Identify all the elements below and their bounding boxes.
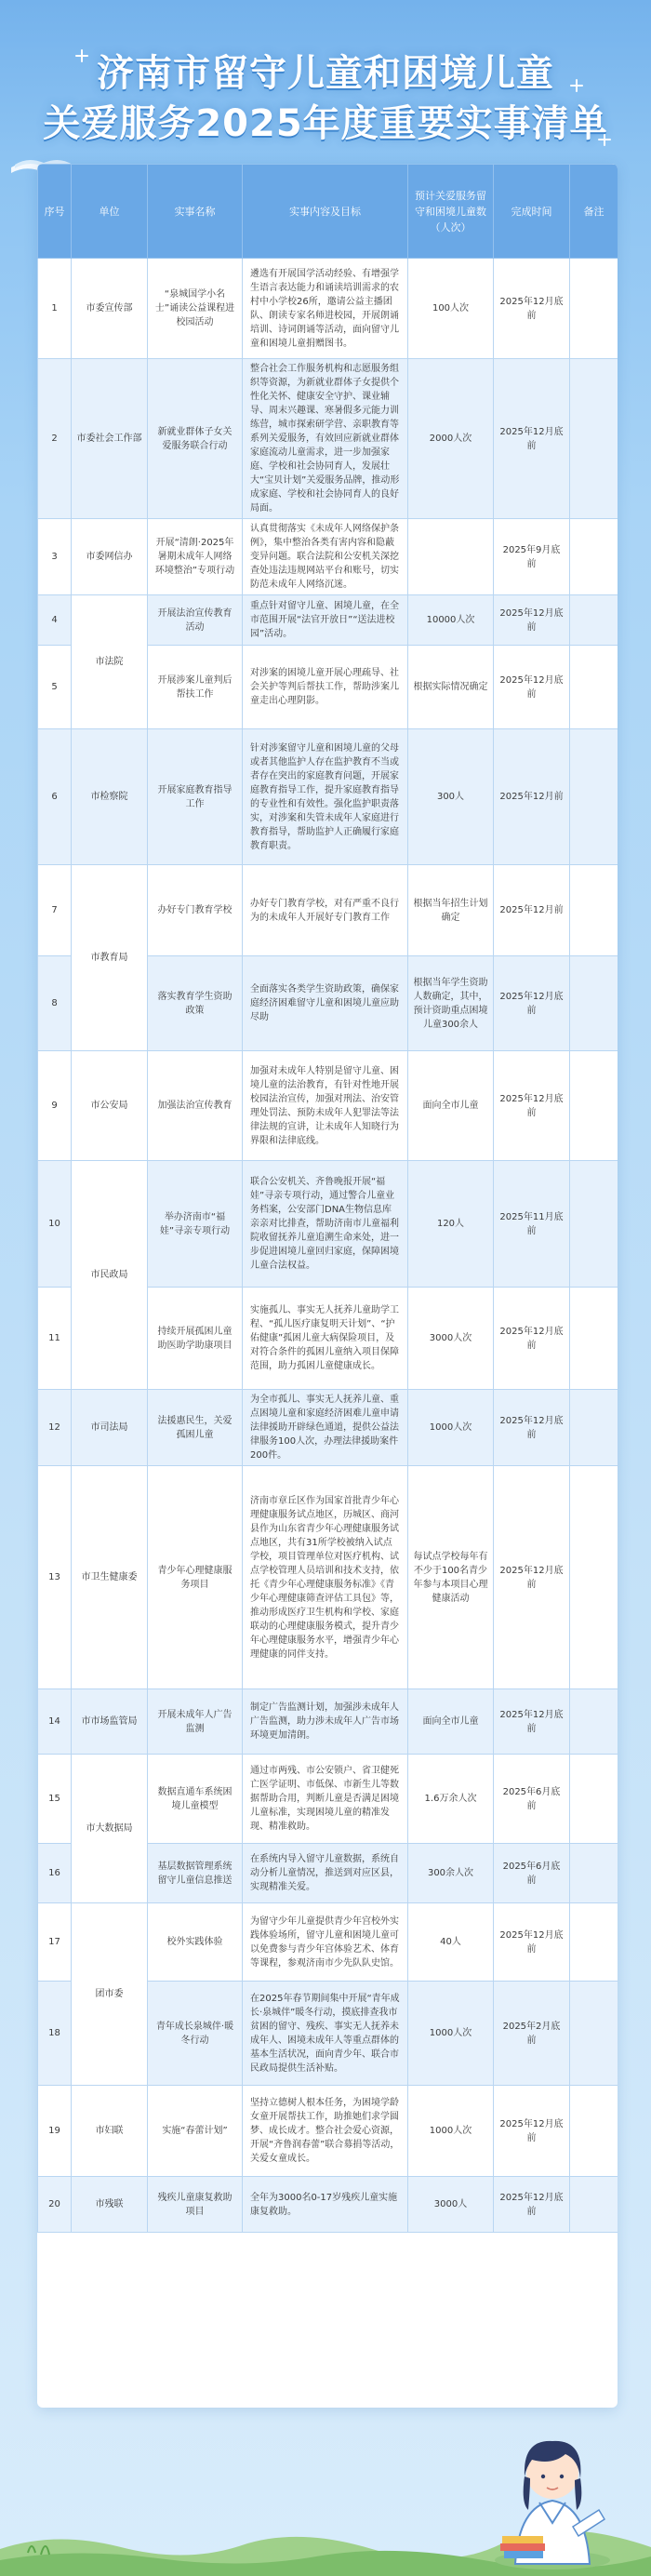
cell-no: 12 [38, 1390, 72, 1466]
task-table-card [37, 164, 618, 2408]
task-table [37, 164, 618, 2233]
cell-count: 面向全市儿童 [408, 1051, 494, 1161]
cell-content: 认真贯彻落实《未成年人网络保护条例》，集中整治各类有害内容和隐蔽变异问题。联合法院和公安机关深挖查处违法违规网站平台和账号，切实防范未成年人网络沉迷。 [243, 519, 408, 595]
cell-name: 青年成长泉城伴·暖冬行动 [148, 1982, 243, 2086]
cell-unit: 市法院 [72, 595, 148, 729]
cell-name: 数据直通车系统困境儿童模型 [148, 1755, 243, 1844]
cell-no: 19 [38, 2086, 72, 2177]
table-row [38, 729, 618, 865]
cell-content: 全面落实各类学生资助政策，确保家庭经济困难留守儿童和困境儿童应助尽助 [243, 956, 408, 1051]
table-row [38, 1903, 618, 1982]
col-header-unit: 单位 [72, 165, 148, 259]
cell-unit: 市公安局 [72, 1051, 148, 1161]
cell-unit: 市市场监管局 [72, 1689, 148, 1755]
table-row [38, 1466, 618, 1689]
cell-note [570, 359, 618, 519]
cell-time: 2025年12月前 [494, 865, 570, 956]
title-line-2: 关爱服务2025年度重要实事清单 [43, 102, 608, 145]
cell-no: 11 [38, 1288, 72, 1390]
cell-count: 3000人 [408, 2177, 494, 2233]
cell-name: 基层数据管理系统留守儿童信息推送 [148, 1844, 243, 1903]
cell-name: “泉城国学小名士”诵读公益课程进校园活动 [148, 259, 243, 359]
col-header-count: 预计关爱服务留守和困境儿童数（人次） [408, 165, 494, 259]
cell-content: 实施孤儿、事实无人抚养儿童助学工程、“孤儿医疗康复明天计划”、“护佑健康”孤困儿童大病保险项目，及对符合条件的孤困儿童纳入项目保障范围，助力孤困儿童健康成长。 [243, 1288, 408, 1390]
cell-name: 法援惠民生，关爱孤困儿童 [148, 1390, 243, 1466]
table-row [38, 259, 618, 359]
table-row [38, 1161, 618, 1288]
cell-no: 9 [38, 1051, 72, 1161]
cell-count: 每试点学校每年有不少于100名青少年参与本项目心理健康活动 [408, 1466, 494, 1689]
cell-unit: 市教育局 [72, 865, 148, 1051]
cell-content: 遴选有开展国学活动经验、有增强学生语言表达能力和诵读培训需求的农村中小学校26所，邀请公益主播团队、朗读专家名师进校园，开展朗诵培训、诗词朗诵等活动，面向留守儿童和困境儿童捐赠图书。 [243, 259, 408, 359]
cell-name: 开展未成年人广告监测 [148, 1689, 243, 1755]
cell-note [570, 2086, 618, 2177]
col-header-content: 实事内容及目标 [243, 165, 408, 259]
table-row [38, 359, 618, 519]
cell-no: 16 [38, 1844, 72, 1903]
cell-count: 100人次 [408, 259, 494, 359]
cell-time: 2025年6月底前 [494, 1844, 570, 1903]
cell-no: 8 [38, 956, 72, 1051]
table-row [38, 865, 618, 956]
cell-time: 2025年12月底前 [494, 359, 570, 519]
cell-no: 13 [38, 1466, 72, 1689]
cell-name: 开展涉案儿童判后帮扶工作 [148, 646, 243, 729]
cell-count: 3000人次 [408, 1288, 494, 1390]
col-header-time: 完成时间 [494, 165, 570, 259]
cell-name: 青少年心理健康服务项目 [148, 1466, 243, 1689]
cell-content: 为留守少年儿童提供青少年宫校外实践体验场所，留守儿童和困境儿童可以免费参与青少年宫体验艺术、体育等课程，参观济南市少先队队史馆。 [243, 1903, 408, 1982]
cell-name: 开展家庭教育指导工作 [148, 729, 243, 865]
cell-unit: 市委网信办 [72, 519, 148, 595]
cell-note [570, 519, 618, 595]
cell-note [570, 1288, 618, 1390]
cell-content: 办好专门教育学校，对有严重不良行为的未成年人开展好专门教育工作 [243, 865, 408, 956]
cell-name: 加强法治宣传教育 [148, 1051, 243, 1161]
cell-time: 2025年12月底前 [494, 595, 570, 646]
cell-no: 18 [38, 1982, 72, 2086]
girl-reading-illustration-icon [487, 2387, 618, 2573]
cell-count: 1000人次 [408, 1982, 494, 2086]
cell-content: 联合公安机关、齐鲁晚报开展“福娃”寻亲专项行动，通过警合儿童业务档案，公安部门DNA生物信息库亲亲对比排查，帮助济南市儿童福利院收留抚养儿童追溯生命来处，进一步促进困境儿童回归家庭，保障困境儿童合法权益。 [243, 1161, 408, 1288]
cell-name: 举办济南市“福娃”寻亲专项行动 [148, 1161, 243, 1288]
cell-unit: 市残联 [72, 2177, 148, 2233]
cell-name: 校外实践体验 [148, 1903, 243, 1982]
cell-count: 根据当年招生计划确定 [408, 865, 494, 956]
table-row [38, 1755, 618, 1844]
page-title [0, 48, 651, 149]
cell-count: 根据实际情况确定 [408, 646, 494, 729]
cell-content: 整合社会工作服务机构和志愿服务组织等资源，为新就业群体子女提供个性化关怀、健康安全守护、课业辅导、周末兴趣课、寒暑假多元能力训练营，城市探索研学营、亲职教育等系列关爱服务，有效回应新就业群体家庭流动儿童需求，进一步加强家庭、学校和社会协同育人，发展壮大“宝贝计划”关爱服务品牌，推动形成家庭、学校和社会协同育人的良好局面。 [243, 359, 408, 519]
cell-time: 2025年12月底前 [494, 1390, 570, 1466]
table-header-row [38, 165, 618, 259]
cell-time: 2025年12月底前 [494, 1288, 570, 1390]
cell-unit: 市妇联 [72, 2086, 148, 2177]
cell-note [570, 259, 618, 359]
cell-note [570, 956, 618, 1051]
cell-time: 2025年12月底前 [494, 1689, 570, 1755]
cell-name: 开展“清朗·2025年暑期未成年人网络环境整治”专项行动 [148, 519, 243, 595]
cell-unit: 团市委 [72, 1903, 148, 2086]
cell-content: 制定广告监测计划，加强涉未成年人广告监测，助力涉未成年人广告市场环境更加清朗。 [243, 1689, 408, 1755]
cell-time: 2025年12月底前 [494, 956, 570, 1051]
cell-note [570, 1466, 618, 1689]
cell-count: 根据当年学生资助人数确定，其中，预计资助重点困境儿童300余人 [408, 956, 494, 1051]
cell-time: 2025年6月底前 [494, 1755, 570, 1844]
cell-no: 4 [38, 595, 72, 646]
cell-content: 对涉案的困境儿童开展心理疏导、社会关护等判后帮扶工作，帮助涉案儿童走出心理阴影。 [243, 646, 408, 729]
cell-count: 1000人次 [408, 1390, 494, 1466]
table-row [38, 1051, 618, 1161]
cell-time: 2025年11月底前 [494, 1161, 570, 1288]
cell-note [570, 1903, 618, 1982]
cell-count: 1000人次 [408, 2086, 494, 2177]
cell-content: 在系统内导入留守儿童数据，系统自动分析儿童情况，推送到对应区县，实现精准关爱。 [243, 1844, 408, 1903]
cell-no: 3 [38, 519, 72, 595]
cell-time: 2025年12月底前 [494, 1466, 570, 1689]
title-line-1: 济南市留守儿童和困境儿童 [97, 52, 554, 95]
cell-unit: 市民政局 [72, 1161, 148, 1390]
cell-count: 120人 [408, 1161, 494, 1288]
col-header-note: 备注 [570, 165, 618, 259]
cell-note [570, 1844, 618, 1903]
cell-note [570, 646, 618, 729]
cell-note [570, 2177, 618, 2233]
cell-name: 办好专门教育学校 [148, 865, 243, 956]
cell-name: 开展法治宣传教育活动 [148, 595, 243, 646]
cell-no: 1 [38, 259, 72, 359]
cell-time: 2025年12月底前 [494, 259, 570, 359]
cell-name: 残疾儿童康复救助项目 [148, 2177, 243, 2233]
cell-time: 2025年12月底前 [494, 1051, 570, 1161]
cell-time: 2025年2月底前 [494, 1982, 570, 2086]
cell-note [570, 865, 618, 956]
cell-name: 持续开展孤困儿童助医助学助康项目 [148, 1288, 243, 1390]
cell-unit: 市检察院 [72, 729, 148, 865]
cell-unit: 市卫生健康委 [72, 1466, 148, 1689]
cell-unit: 市大数据局 [72, 1755, 148, 1903]
cell-time: 2025年12月底前 [494, 1903, 570, 1982]
table-row [38, 2086, 618, 2177]
cell-time: 2025年12月底前 [494, 2177, 570, 2233]
cell-unit: 市委社会工作部 [72, 359, 148, 519]
cell-note [570, 1755, 618, 1844]
cell-no: 15 [38, 1755, 72, 1844]
cell-no: 17 [38, 1903, 72, 1982]
cell-no: 2 [38, 359, 72, 519]
cell-no: 5 [38, 646, 72, 729]
table-row [38, 595, 618, 646]
cell-time: 2025年9月底前 [494, 519, 570, 595]
cell-content: 在2025年春节期间集中开展“青年成长·泉城伴”暖冬行动，摸底排查我市贫困的留守、残疾、事实无人抚养未成年人、困境未成年人等重点群体的基本生活状况，面向青少年、联合市民政局提供生活补贴。 [243, 1982, 408, 2086]
cell-count: 面向全市儿童 [408, 1689, 494, 1755]
cell-time: 2025年12月底前 [494, 2086, 570, 2177]
col-header-name: 实事名称 [148, 165, 243, 259]
cell-content: 通过市两残、市公安锁户、省卫健死亡医学证明、市低保、市新生儿等数据帮助合用，判断儿童是否满足困境儿童标准，实现困境儿童的精准发现、精准救助。 [243, 1755, 408, 1844]
cell-count: 1.6万余人次 [408, 1755, 494, 1844]
cell-name: 新就业群体子女关爱服务联合行动 [148, 359, 243, 519]
cell-count: 300余人次 [408, 1844, 494, 1903]
cell-unit: 市司法局 [72, 1390, 148, 1466]
cell-time: 2025年12月前 [494, 729, 570, 865]
cell-count: 2000人次 [408, 359, 494, 519]
cell-no: 20 [38, 2177, 72, 2233]
cell-no: 10 [38, 1161, 72, 1288]
cell-count: 10000人次 [408, 595, 494, 646]
cell-time: 2025年12月底前 [494, 646, 570, 729]
cell-content: 坚持立德树人根本任务，为困境学龄女童开展帮扶工作，助推她们求学圆梦、成长成才。整合社会爱心资源，开展“齐鲁润春蕾”联合募捐等活动，关爱女童成长。 [243, 2086, 408, 2177]
cell-note [570, 1982, 618, 2086]
table-row [38, 519, 618, 595]
cell-note [570, 1161, 618, 1288]
cell-count [408, 519, 494, 595]
cell-note [570, 595, 618, 646]
cell-note [570, 1051, 618, 1161]
cell-no: 7 [38, 865, 72, 956]
cell-note [570, 1390, 618, 1466]
cell-unit: 市委宣传部 [72, 259, 148, 359]
cell-content: 加强对未成年人特别是留守儿童、困境儿童的法治教育，有针对性地开展校园法治宣传，加强对刑法、治安管理处罚法、预防未成年人犯罪法等法律法规的宣讲，让未成年人知晓行为界限和法律底线。 [243, 1051, 408, 1161]
cell-no: 14 [38, 1689, 72, 1755]
col-header-no: 序号 [38, 165, 72, 259]
table-row [38, 1390, 618, 1466]
cell-name: 实施“春蕾计划” [148, 2086, 243, 2177]
cell-name: 落实教育学生资助政策 [148, 956, 243, 1051]
table-row [38, 2177, 618, 2233]
cell-count: 300人 [408, 729, 494, 865]
cell-count: 40人 [408, 1903, 494, 1982]
cell-content: 全年为3000名0-17岁残疾儿童实施康复救助。 [243, 2177, 408, 2233]
cell-content: 为全市孤儿、事实无人抚养儿童、重点困境儿童和家庭经济困难儿童申请法律援助开辟绿色通道，提供公益法律服务100人次，办理法律援助案件200件。 [243, 1390, 408, 1466]
cell-content: 重点针对留守儿童、困境儿童，在全市范围开展“法官开放日”“送法进校园”活动。 [243, 595, 408, 646]
cell-content: 针对涉案留守儿童和困境儿童的父母或者其他监护人存在监护教育不当或者存在突出的家庭教育问题，开展家庭教育指导工作，提升家庭教育指导的专业性和有效性。强化监护职责落实，对涉案和失管未成年人家庭进行教育指导，帮助监护人正确履行家庭教育职责。 [243, 729, 408, 865]
cell-note [570, 1689, 618, 1755]
cell-note [570, 729, 618, 865]
cell-no: 6 [38, 729, 72, 865]
table-row [38, 1689, 618, 1755]
cell-content: 济南市章丘区作为国家首批青少年心理健康服务试点地区，历城区、商河县作为山东省青少年心理健康服务试点地区，共有31所学校被纳入试点学校，项目管理单位对医疗机构、试点学校管理人员培训和技术支持，依托《青少年心理健康服务标准》《青少年心理健康筛查评估工具包》等，推动形成医疗卫生机构和学校、家庭联动的心理健康服务模式，提升青少年心理健康服务水平，增强青少年心理健康的同伴支持。 [243, 1466, 408, 1689]
